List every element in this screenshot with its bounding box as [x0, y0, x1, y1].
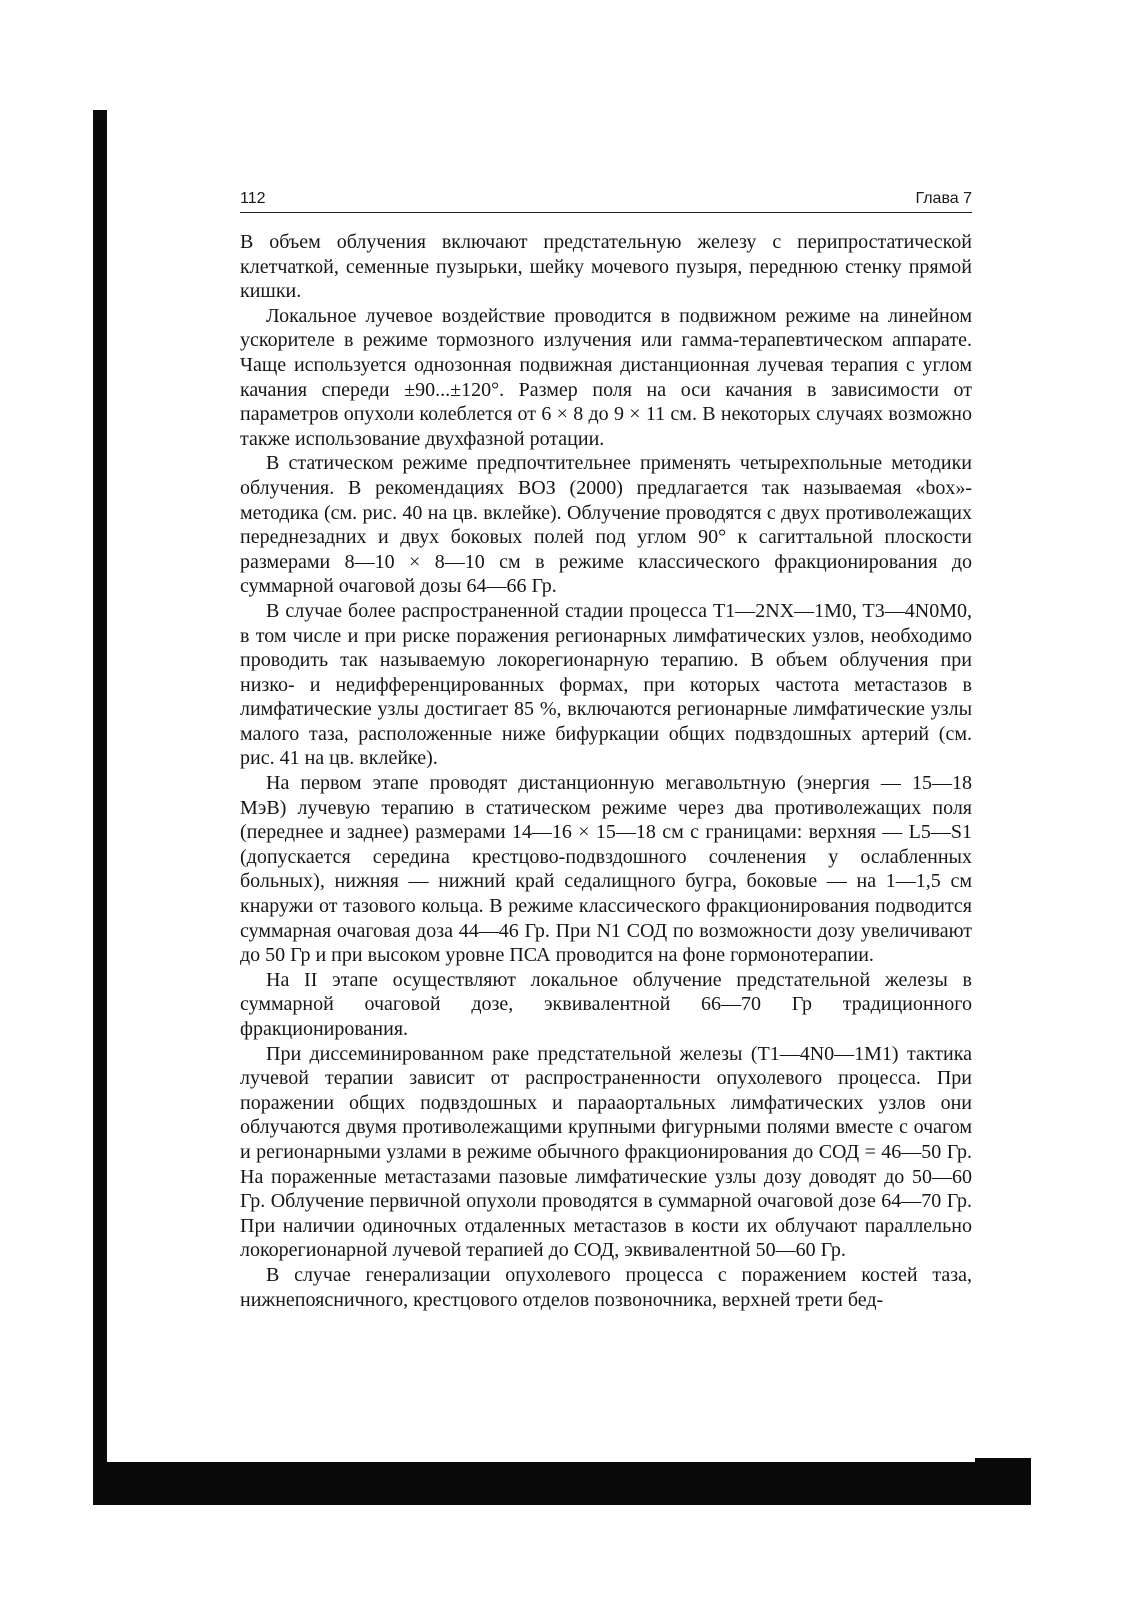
- paragraph: В статическом режиме предпочтительнее применять четырехпольные методики облучения. В рекомендациях ВОЗ (2000) предлагается так называемая «box»-методика (см. рис. 40 на цв. вклейке). Облучение проводятся с двух противолежащих переднезадних и двух боковых полей под углом 90° к сагиттальной плоскости размерами 8—10 × 8—10 см в режиме классического фракционирования до суммарной очаговой дозы 64—66 Гр.: [240, 452, 972, 598]
- paragraph: На первом этапе проводят дистанционную мегавольтную (энергия — 15—18 МэВ) лучевую терапию в статическом режиме через два противолежащих поля (переднее и заднее) размерами 14—16 × 15—18 см с границами: верхняя — L5—S1 (допускается середина крестцово-подвздошного сочленения у ослабленных больных), нижняя — нижний край седалищного бугра, боковые — на 1—1,5 см кнаружи от тазового кольца. В режиме классического фракционирования подводится суммарная очаговая доза 44—46 Гр. При N1 СОД по возможности дозу увеличивают до 50 Гр и при высоком уровне ПСА проводится на фоне гормонотерапии.: [240, 772, 972, 967]
- paragraph: В объем облучения включают предстательную железу с перипростатической клетчаткой, семенные пузырьки, шейку мочевого пузыря, переднюю стенку прямой кишки.: [240, 231, 972, 303]
- paragraph: На II этапе осуществляют локальное облучение предстательной железы в суммарной очаговой дозе, эквивалентной 66—70 Гр традиционного фракционирования.: [240, 968, 972, 1040]
- scan-border-bottom: [93, 1462, 1031, 1505]
- scan-border-bottom-notch: [975, 1458, 1031, 1468]
- running-head: [240, 190, 972, 213]
- page-number: 112: [240, 190, 266, 207]
- paragraph: Локальное лучевое воздействие проводится в подвижном режиме на линейном ускорителе в режиме тормозного излучения или гамма-терапевтическом аппарате. Чаще используется однозонная подвижная дистанционная лучевая терапия с углом качания спереди ±90...±120°. Размер поля на оси качания в зависимости от параметров опухоли колеблется от 6 × 8 до 9 × 11 см. В некоторых случаях возможно также использование двухфазной ротации.: [240, 304, 972, 450]
- paragraph: В случае более распространенной стадии процесса T1—2NX—1M0, T3—4N0M0, в том числе и при риске поражения регионарных лимфатических узлов, необходимо проводить так называемую локорегионарную терапию. В объем облучения при низко- и недифференцированных формах, при которых частота метастазов в лимфатические узлы достигает 85 %, включаются регионарные лимфатические узлы малого таза, расположенные ниже бифуркации общих подвздошных артерий (см. рис. 41 на цв. вклейке).: [240, 599, 972, 770]
- chapter-label: Глава 7: [915, 190, 972, 207]
- paragraph: При диссеминированном раке предстательной железы (T1—4N0—1M1) тактика лучевой терапии зависит от распространенности опухолевого процесса. При поражении общих подвздошных и парааортальных лимфатических узлов они облучаются двумя противолежащими крупными фигурными полями вместе с очагом и регионарными узлами в режиме обычного фракционирования до СОД = 46—50 Гр. На пораженные метастазами пазовые лимфатические узлы дозу доводят до 50—60 Гр. Облучение первичной опухоли проводятся в суммарной очаговой дозе 64—70 Гр. При наличии одиночных отдаленных метастазов в кости их облучают параллельно локорегионарной лучевой терапией до СОД, эквивалентной 50—60 Гр.: [240, 1042, 972, 1262]
- scan-border-left: [93, 110, 107, 1505]
- text-body: [240, 230, 972, 1312]
- paragraph: В случае генерализации опухолевого процесса с поражением костей таза, нижнепоясничного, крестцового отделов позвоночника, верхней трети бед-: [240, 1263, 972, 1311]
